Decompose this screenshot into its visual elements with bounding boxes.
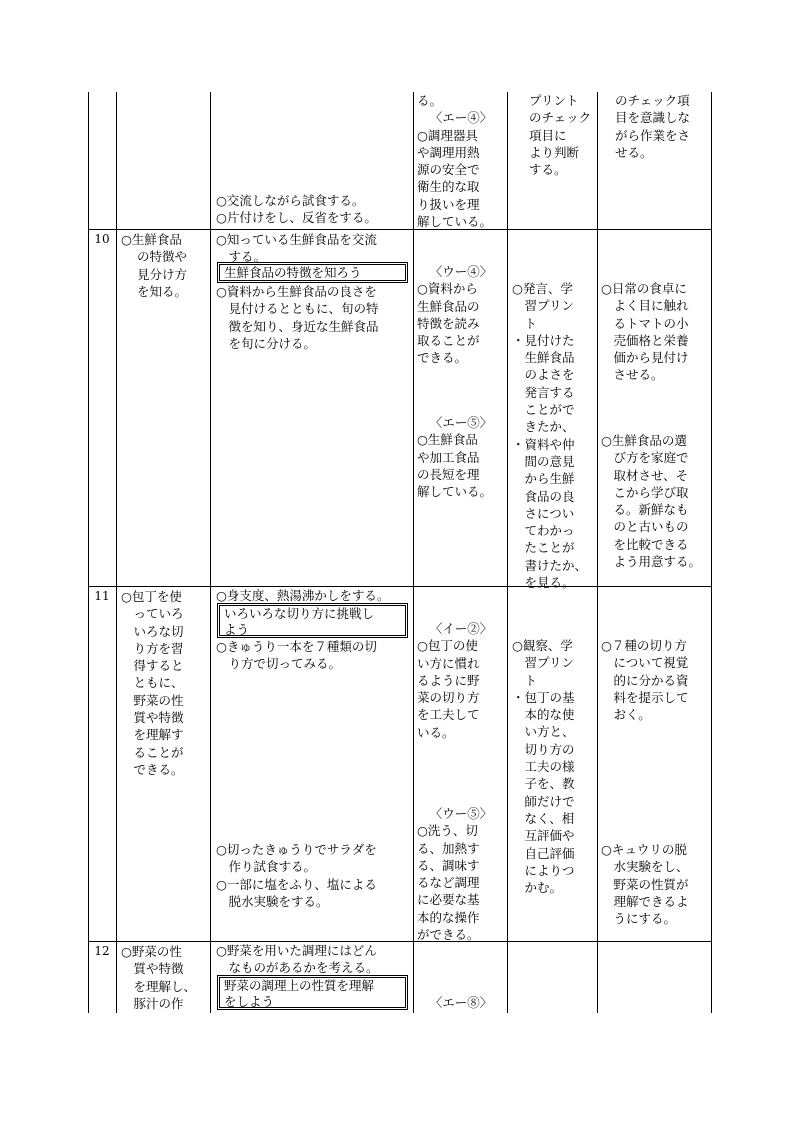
text-line: び方を家庭で — [601, 450, 689, 466]
text-line: る。 — [417, 93, 443, 108]
text-line: 〈エー⑤〉 — [429, 415, 493, 430]
text-line: のよさを — [512, 367, 575, 383]
text-line: 作り試食する。 — [216, 859, 317, 875]
text-line: ○包丁を使 — [121, 589, 182, 604]
lesson-title-line: いろいろな切り方に挑戦し — [224, 606, 375, 621]
text-line: ト — [512, 315, 538, 331]
text-line: によりつ — [512, 862, 575, 878]
text-line: のと古いもの — [601, 519, 689, 535]
text-line: できる。 — [417, 350, 468, 366]
text-line: 的に分かる資 — [601, 672, 689, 688]
text-line: 書けたか、 — [512, 557, 588, 573]
text-line: 解している。 — [417, 484, 493, 500]
row-divider-10 — [88, 229, 712, 230]
text-line: 脱水実験をする。 — [216, 893, 329, 909]
text-line: プリント — [529, 93, 579, 108]
text-line: よく目に触れ — [601, 298, 689, 314]
top-criteria — [417, 92, 505, 230]
text-line: かむ。 — [512, 880, 563, 896]
text-line: ○きゅうり一本を７種類の切 — [216, 639, 377, 654]
row10-activity-2 — [216, 283, 411, 352]
row10-method — [512, 280, 596, 591]
text-line: 互評価や — [512, 828, 575, 844]
text-line: ト — [512, 672, 538, 688]
text-line: 料を提示して — [601, 689, 689, 705]
text-line: ・見付けた — [512, 332, 575, 348]
text-line: よう用意する。 — [601, 554, 702, 570]
top-support — [615, 92, 709, 161]
text-line: 〈エー④〉 — [429, 110, 493, 126]
text-line: を理解す — [121, 727, 184, 743]
row11-activity-1 — [216, 587, 411, 604]
text-line: 発言する — [512, 384, 575, 400]
text-line: の特徴や — [137, 249, 188, 265]
row11-activity-3 — [216, 841, 411, 910]
text-line: 理解できるよ — [601, 893, 689, 909]
text-line: 取材させ、そ — [601, 467, 689, 483]
text-line: こから学び取 — [601, 484, 689, 500]
text-line: ○生鮮食品の選 — [601, 433, 687, 448]
text-line: 質や特徴 — [121, 710, 184, 726]
row11-lesson-title-box — [217, 603, 408, 638]
text-line: 生鮮食品の — [417, 298, 480, 314]
text-line: ができる。 — [417, 927, 480, 943]
text-line: 得すると — [121, 658, 184, 674]
text-line: せる。 — [615, 144, 653, 160]
grid-line-criteria — [507, 92, 508, 1013]
text-line: より判断 — [529, 144, 580, 160]
text-line: る、加熱す — [417, 840, 480, 856]
text-line: ○資料から生鮮食品の良さを — [216, 284, 377, 299]
text-line: るように野 — [417, 672, 480, 688]
row11-support-2 — [601, 841, 710, 927]
text-line: 目を意識しな — [615, 110, 691, 126]
grid-line-left — [88, 92, 89, 1013]
row10-lesson-title-box — [217, 262, 408, 283]
text-line: 菜の切り方 — [417, 690, 480, 706]
text-line: り扱いを理 — [417, 196, 480, 212]
text-line: り方で切ってみる。 — [216, 656, 342, 672]
text-line: 徴を知り、身近な生鮮食品 — [216, 318, 379, 334]
text-line: 水実験をし、 — [601, 859, 689, 875]
text-line: ○生鮮食品 — [121, 232, 182, 247]
text-line: 〈ウー④〉 — [429, 264, 493, 279]
row11-support-1 — [601, 637, 710, 723]
text-line: を比較できる — [601, 536, 689, 552]
text-line: ○野菜を用いた調理にはどん — [216, 943, 377, 958]
text-line: いる。 — [417, 724, 455, 740]
text-line: や調理用熱 — [417, 144, 480, 160]
top-activity — [216, 192, 411, 227]
lesson-title-line: よう — [224, 622, 250, 637]
text-line: 衛生的な取 — [417, 179, 480, 195]
row10-criteria-2 — [417, 414, 505, 500]
text-line: に必要な基 — [417, 892, 480, 908]
text-line: るトマトの小 — [601, 315, 689, 331]
text-line: るなど調理 — [417, 875, 480, 891]
text-line: を旬に分ける。 — [216, 335, 317, 351]
text-line: 生鮮食品 — [512, 350, 575, 366]
text-line: ○資料から — [417, 281, 478, 297]
text-line: ○野菜の性 — [121, 944, 182, 959]
row-number-11: 11 — [94, 589, 110, 603]
text-line: 価から見付け — [601, 350, 689, 366]
text-line: 子を、教 — [512, 776, 575, 792]
row-number-12: 12 — [94, 944, 110, 958]
text-line: い方と、 — [512, 724, 575, 740]
text-line: 自己評価 — [512, 845, 575, 861]
text-line: 源の安全で — [417, 162, 480, 178]
text-line: がら作業をさ — [615, 127, 691, 143]
text-line: 野菜の性質が — [601, 876, 689, 892]
text-line: 売価格と栄養 — [601, 332, 689, 348]
text-line: 見分け方 — [137, 266, 188, 282]
text-line: 習プリン — [512, 655, 575, 671]
row10-support-1 — [601, 280, 710, 384]
text-line: ○一部に塩をふり、塩による — [216, 876, 377, 892]
text-line: のチェック — [529, 110, 592, 126]
row10-criteria-1 — [417, 263, 505, 367]
text-line: 間の意見 — [512, 453, 575, 469]
text-line: 〈イー②〉 — [429, 621, 493, 636]
text-line: ○観察、学 — [512, 638, 573, 653]
lesson-title: 生鮮食品の特徴を知ろう — [224, 265, 362, 280]
text-line: 見付けるとともに、旬の特 — [216, 301, 379, 317]
text-line: ○日常の食卓に — [601, 281, 687, 296]
text-line: てわかっ — [512, 523, 575, 539]
text-line: について視覚 — [601, 655, 689, 671]
text-line: 取ることが — [417, 333, 480, 349]
text-line: を工夫して — [417, 707, 480, 723]
text-line: 豚汁の作 — [121, 995, 184, 1011]
grid-line-num — [116, 92, 117, 1013]
row10-goal — [121, 231, 208, 300]
text-line: ることが — [121, 744, 184, 760]
text-line: の長短を理 — [417, 466, 480, 482]
text-line: たことが — [512, 540, 575, 556]
row11-activity-2 — [216, 638, 411, 673]
text-line: いろな切 — [121, 623, 184, 639]
text-line: ○切ったきゅうりでサラダを — [216, 842, 377, 857]
text-line: ○発言、学 — [512, 281, 573, 296]
text-line: 解している。 — [417, 214, 493, 230]
row12-lesson-title-box — [217, 975, 408, 1010]
row-number-10: 10 — [94, 232, 110, 246]
text-line: る。新鮮なも — [601, 502, 689, 518]
text-line: い方に慣れ — [417, 655, 480, 671]
text-line: なものがあるかを考える。 — [216, 960, 379, 976]
text-line: 本的な使 — [512, 707, 575, 723]
text-line: させる。 — [601, 367, 664, 383]
grid-line-activity — [413, 92, 414, 1013]
text-line: 食品の良 — [512, 488, 575, 504]
row12-criteria — [417, 994, 505, 1011]
text-line: ○知っている生鮮食品を交流 — [216, 232, 377, 247]
row11-method — [512, 637, 596, 896]
text-line: ○交流しながら試食する。 — [216, 193, 365, 208]
grid-line-right — [711, 92, 712, 1013]
text-line: きたか、 — [512, 419, 575, 435]
text-line: する。 — [216, 249, 267, 265]
text-line: ○キュウリの脱 — [601, 842, 687, 857]
row12-activity-1 — [216, 942, 411, 977]
text-line: を理解し、 — [121, 978, 197, 994]
text-line: ○包丁の使 — [417, 638, 478, 654]
top-method — [529, 92, 595, 178]
grid-line-goal — [210, 92, 211, 1013]
text-line: ○片付けをし、反省をする。 — [216, 210, 377, 226]
row12-goal — [121, 943, 208, 1012]
row10-support-2 — [601, 432, 710, 570]
text-line: 切り方の — [512, 741, 575, 757]
text-line: する。 — [529, 162, 567, 178]
text-line: っていろ — [121, 606, 184, 622]
text-line: り方を習 — [121, 640, 184, 656]
row11-criteria-1 — [417, 620, 505, 741]
text-line: 〈エー⑧〉 — [429, 995, 493, 1010]
text-line: ・資料や仲 — [512, 436, 575, 452]
text-line: を知る。 — [137, 283, 188, 299]
text-line: 工夫の様 — [512, 759, 575, 775]
text-line: ともに、 — [121, 675, 184, 691]
text-line: ○調理器具 — [417, 127, 478, 143]
text-line: 師だけで — [512, 793, 575, 809]
lesson-title-line: 野菜の調理上の性質を理解 — [224, 978, 375, 993]
text-line: おく。 — [601, 707, 651, 723]
text-line: ○洗う、切 — [417, 823, 478, 839]
text-line: ことがで — [512, 402, 575, 418]
text-line: なく、相 — [512, 810, 575, 826]
text-line: ・包丁の基 — [512, 689, 575, 705]
text-line: 項目に — [529, 127, 567, 143]
text-line: から生鮮 — [512, 471, 575, 487]
text-line: ○生鮮食品 — [417, 432, 478, 448]
text-line: さについ — [512, 505, 575, 521]
text-line: 習プリン — [512, 298, 575, 314]
text-line: 質や特徴 — [121, 961, 184, 977]
text-line: る、調味す — [417, 857, 480, 873]
text-line: 〈ウー⑤〉 — [429, 806, 493, 821]
text-line: できる。 — [121, 761, 184, 777]
text-line: ○身支度、熱湯沸かしをする。 — [216, 588, 390, 603]
text-line: 本的な操作 — [417, 909, 480, 925]
text-line: ○７種の切り方 — [601, 638, 687, 653]
text-line: 野菜の性 — [121, 692, 184, 708]
grid-line-method — [597, 92, 598, 1013]
row10-activity-1 — [216, 231, 411, 266]
row11-criteria-2 — [417, 805, 505, 943]
lesson-title-line: をしよう — [224, 994, 275, 1009]
text-line: 特徴を読み — [417, 315, 480, 331]
text-line: のチェック項 — [615, 93, 690, 108]
text-line: を見る。 — [512, 575, 575, 591]
text-line: うにする。 — [601, 911, 677, 927]
text-line: や加工食品 — [417, 449, 480, 465]
row11-goal — [121, 588, 208, 778]
